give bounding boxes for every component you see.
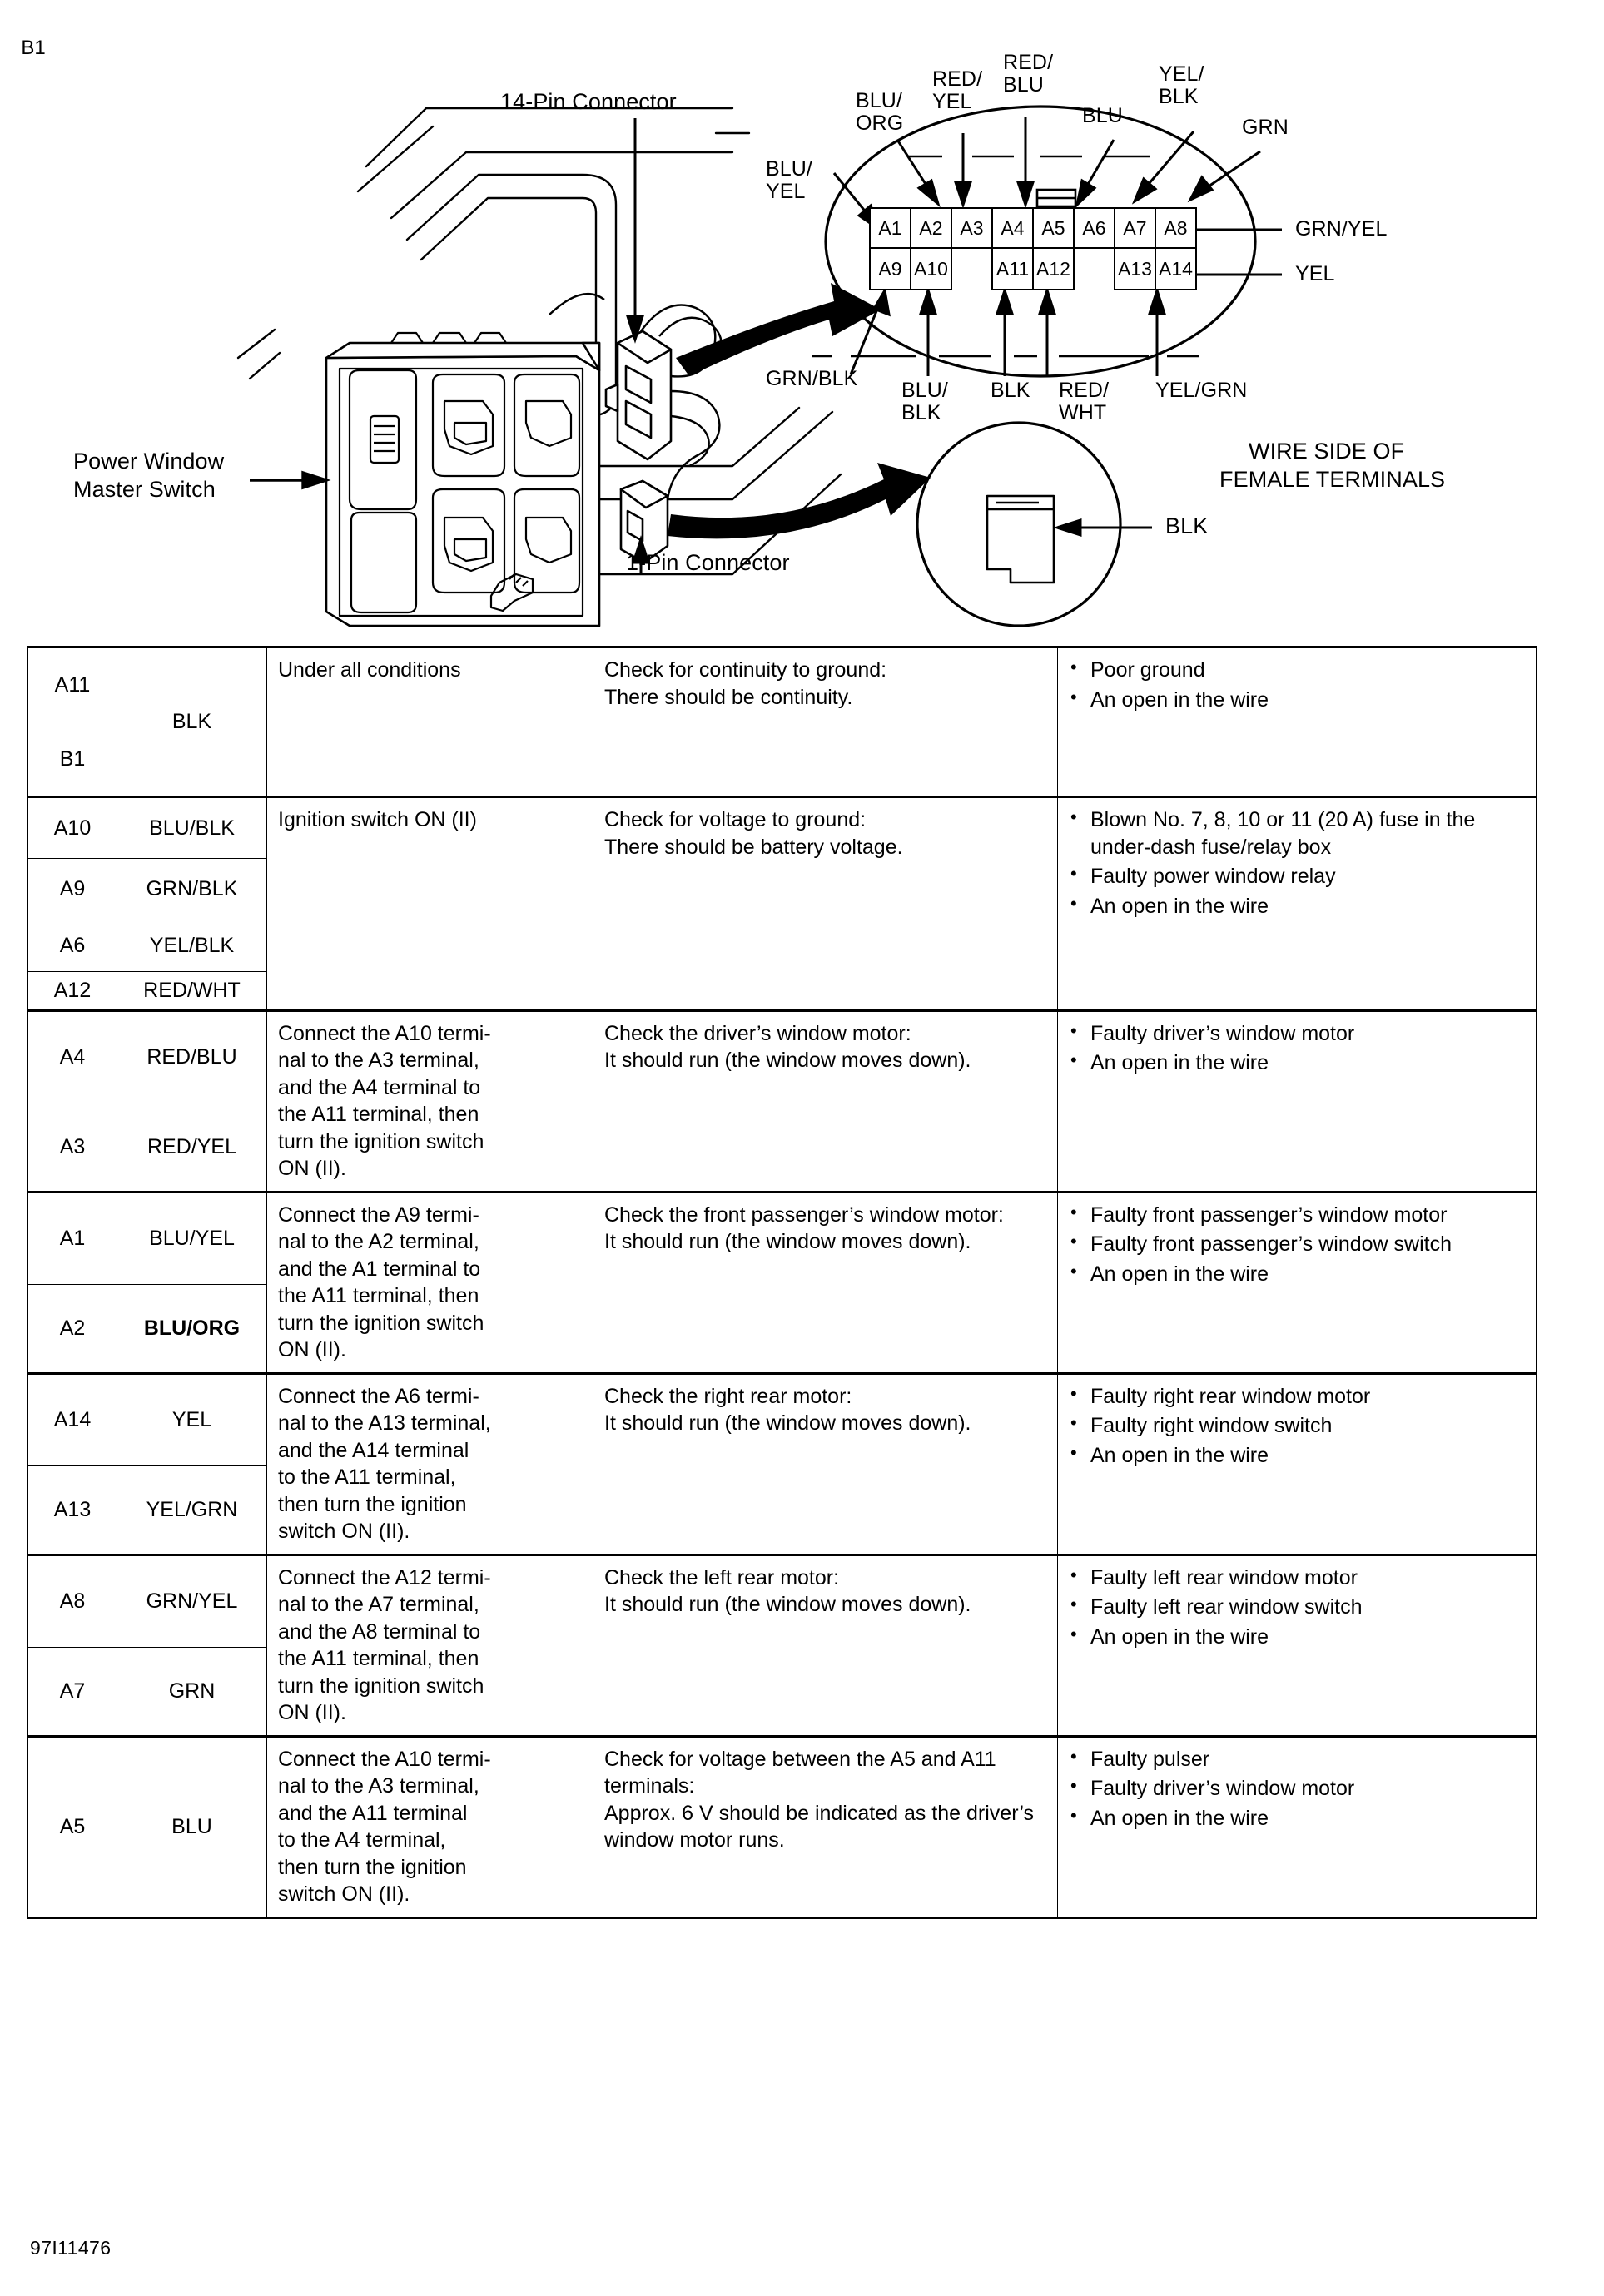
cause-item: • An open in the wire [1069,893,1526,920]
cause-item: • Faulty right rear window motor [1069,1383,1526,1411]
terminal-cell: A12 [28,972,117,1011]
terminal-cell: A10 [28,797,117,859]
wire-label-blu-yel: BLU/ YEL [766,157,812,203]
cause-item: • Faulty right window switch [1069,1412,1526,1440]
wire-label-grn-yel: GRN/YEL [1295,217,1388,241]
table-row [28,647,1537,722]
terminal-cell: A8 [28,1555,117,1647]
terminal-cell: A9 [28,859,117,920]
cause-item: • Faulty front passenger’s window motor [1069,1202,1526,1229]
cause-item: • An open in the wire [1069,1442,1526,1470]
cause-item: • An open in the wire [1069,687,1526,714]
illustration-line-art [0,0,1604,632]
cause-item: • Faulty left rear window switch [1069,1594,1526,1621]
cause-item: • Faulty driver’s window motor [1069,1775,1526,1803]
table-row [28,1736,1537,1917]
table-row [28,1010,1537,1103]
wire-label-blu-blk: BLU/ BLK [901,379,948,424]
wire-color-cell: BLU [117,1736,267,1917]
check-cell: Check for voltage to ground: There should be battery voltage. [593,797,1058,1011]
cause-item: • Faulty front passenger’s window switch [1069,1231,1526,1258]
pin-row-upper [871,207,1197,249]
diagnostic-table [27,646,1537,1919]
condition-cell: Ignition switch ON (II) [267,797,593,1011]
pin-row-lower [871,249,1197,290]
pin-a12: A12 [1032,249,1075,290]
terminal-cell: A7 [28,1647,117,1736]
wire-label-blu-org: BLU/ ORG [856,89,904,135]
wire-color-cell: RED/WHT [117,972,267,1011]
pin-a7: A7 [1114,207,1156,249]
wire-label-red-wht: RED/ WHT [1059,379,1110,424]
wire-color-cell: BLU/ORG [117,1284,267,1373]
check-cell: Check for voltage between the A5 and A11 terminals: Approx. 6 V should be indicated as the driver’s window motor runs. [593,1736,1058,1917]
cause-item: • Faulty left rear window motor [1069,1565,1526,1592]
document-id: 97I11476 [30,2237,112,2259]
illustration-area [0,0,1604,632]
pin-a10: A10 [910,249,952,290]
terminal-cell: A14 [28,1373,117,1465]
probable-cause-cell [1058,647,1537,797]
wire-color-cell: GRN/YEL [117,1555,267,1647]
probable-cause-cell [1058,797,1537,1011]
terminal-cell: A4 [28,1010,117,1103]
condition-cell: Connect the A9 termi- nal to the A2 terminal, and the A1 terminal to the A11 terminal, then turn the ignition switch ON (II). [267,1192,593,1373]
wire-color-cell: YEL/BLK [117,920,267,972]
table-row [28,797,1537,859]
cause-item: • Blown No. 7, 8, 10 or 11 (20 A) fuse in the under-dash fuse/relay box [1069,806,1526,860]
probable-cause-cell [1058,1555,1537,1736]
callout-master-switch-line1: Power Window [73,449,225,474]
pin-a11: A11 [991,249,1034,290]
pin-a14: A14 [1155,249,1197,290]
wire-label-blk: BLK [991,379,1030,402]
callout-1-pin-connector: 1-Pin Connector [626,550,790,575]
wire-color-cell: GRN [117,1647,267,1736]
probable-cause-cell [1058,1736,1537,1917]
check-cell: Check the right rear motor: It should run (the window moves down). [593,1373,1058,1555]
check-cell: Check for continuity to ground: There should be continuity. [593,647,1058,797]
pin-a5: A5 [1032,207,1075,249]
probable-cause-cell [1058,1010,1537,1192]
callout-master-switch-line2: Master Switch [73,477,216,502]
wire-label-yel-grn: YEL/GRN [1155,379,1248,402]
check-cell: Check the driver’s window motor: It should run (the window moves down). [593,1010,1058,1192]
check-cell: Check the front passenger’s window motor: It should run (the window moves down). [593,1192,1058,1373]
cause-item: • Faulty power window relay [1069,863,1526,890]
wire-label-grn: GRN [1242,116,1289,139]
condition-cell: Connect the A6 termi- nal to the A13 terminal, and the A14 terminal to the A11 terminal, then turn the ignition switch ON (II). [267,1373,593,1555]
terminal-cell: A6 [28,920,117,972]
wire-label-red-blu: RED/ BLU [1003,51,1054,97]
wire-color-cell: BLK [117,647,267,797]
wire-label-yel: YEL [1295,262,1335,285]
pin-a9: A9 [869,249,911,290]
wire-label-blu: BLU [1082,104,1123,127]
pin-a2: A2 [910,207,952,249]
cause-item: • An open in the wire [1069,1624,1526,1651]
cause-item: • Faulty pulser [1069,1746,1526,1773]
wire-color-cell: GRN/BLK [117,859,267,920]
condition-cell: Under all conditions [267,647,593,797]
cause-item: • Faulty driver’s window motor [1069,1020,1526,1048]
terminal-cell: A3 [28,1103,117,1192]
wire-color-cell: RED/BLU [117,1010,267,1103]
terminal-cell: A13 [28,1465,117,1555]
cause-item: • An open in the wire [1069,1261,1526,1288]
wire-color-cell: RED/YEL [117,1103,267,1192]
table-row [28,1555,1537,1647]
cause-item: • An open in the wire [1069,1049,1526,1077]
probable-cause-cell [1058,1373,1537,1555]
wire-label-yel-blk: YEL/ BLK [1159,62,1204,108]
pin-a3: A3 [951,207,993,249]
wire-label-b1-blk: BLK [1165,513,1209,538]
check-cell: Check the left rear motor: It should run (the window moves down). [593,1555,1058,1736]
wire-color-cell: YEL [117,1373,267,1465]
probable-cause-cell [1058,1192,1537,1373]
pin-a8: A8 [1155,207,1197,249]
condition-cell: Connect the A10 termi- nal to the A3 terminal, and the A11 terminal to the A4 terminal, then turn the ignition switch ON (II). [267,1736,593,1917]
terminal-cell: A5 [28,1736,117,1917]
terminal-cell: A11 [28,647,117,722]
wire-label-red-yel: RED/ YEL [932,67,983,113]
condition-cell: Connect the A12 termi- nal to the A7 terminal, and the A8 terminal to the A11 terminal, then turn the ignition switch ON (II). [267,1555,593,1736]
table-row [28,1192,1537,1284]
note-wire-side-line2: FEMALE TERMINALS [1219,467,1446,492]
wire-color-cell: BLU/YEL [117,1192,267,1284]
cause-item: • Poor ground [1069,657,1526,684]
table-row [28,1373,1537,1465]
condition-cell: Connect the A10 termi- nal to the A3 terminal, and the A4 terminal to the A11 terminal, then turn the ignition switch ON (II). [267,1010,593,1192]
note-wire-side-line1: WIRE SIDE OF [1249,439,1405,464]
pin-a1: A1 [869,207,911,249]
callout-14-pin-connector: 14-Pin Connector [500,89,677,114]
wire-color-cell: YEL/GRN [117,1465,267,1555]
pin-gap-1 [951,249,993,290]
terminal-cell: A1 [28,1192,117,1284]
wire-label-grn-blk: GRN/BLK [766,367,858,390]
pin-a13: A13 [1114,249,1156,290]
connector-pin-grid [871,207,1197,290]
cause-item: • An open in the wire [1069,1805,1526,1832]
pin-gap-2 [1073,249,1115,290]
terminal-cell: B1 [28,722,117,797]
wire-color-cell: BLU/BLK [117,797,267,859]
pin-a4: A4 [991,207,1034,249]
terminal-cell: A2 [28,1284,117,1373]
pin-a6: A6 [1073,207,1115,249]
pin-b1: B1 [21,37,46,59]
